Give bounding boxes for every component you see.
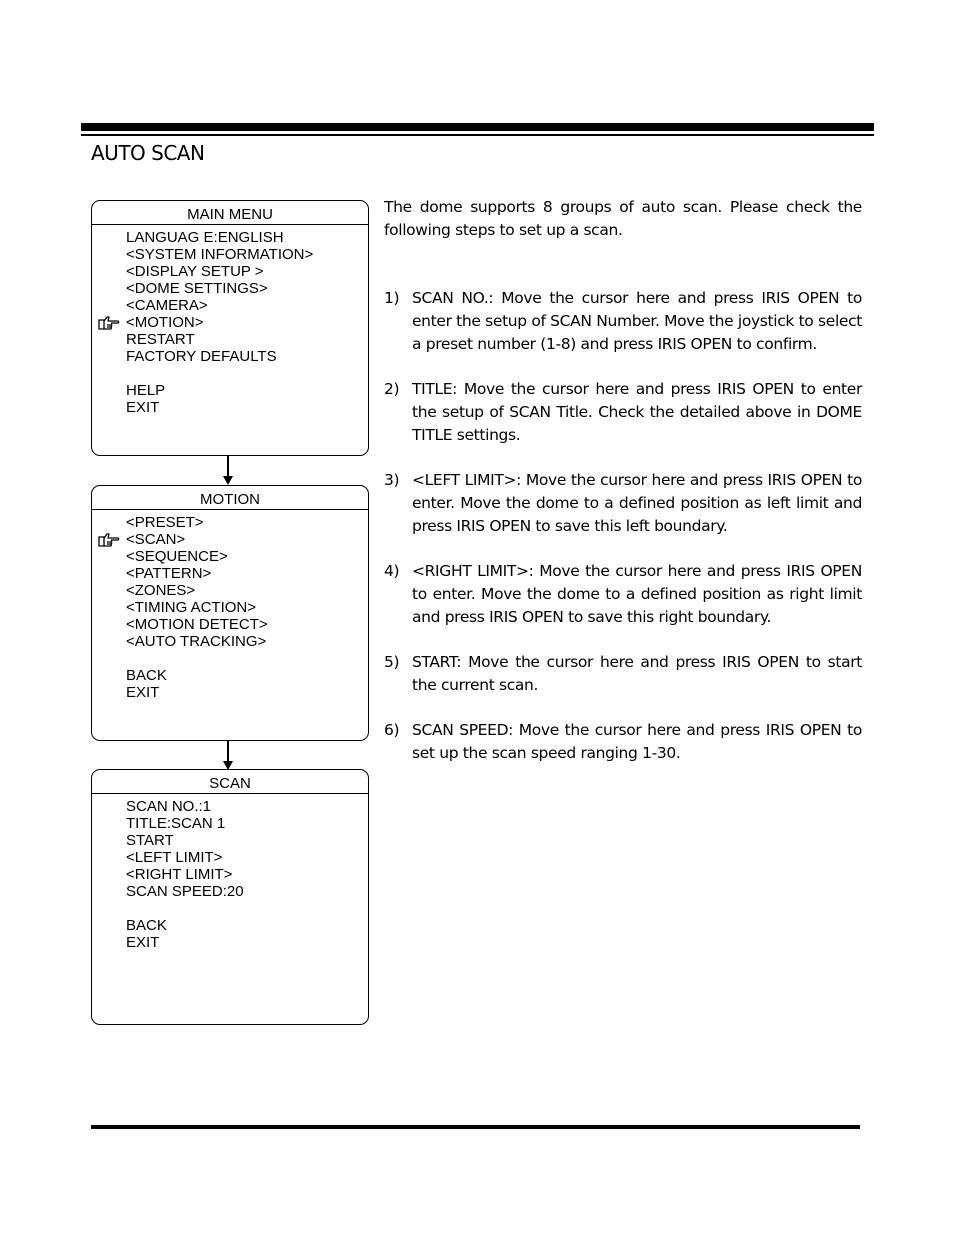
menu-item-label: <SYSTEM INFORMATION> <box>126 246 314 263</box>
menu-item-label: RESTART <box>126 331 195 348</box>
menu-item-label: START <box>126 832 174 849</box>
pointing-hand-icon <box>98 314 120 331</box>
step-item <box>384 651 862 697</box>
menu-item-label: <ZONES> <box>126 582 196 599</box>
menu-item-label: BACK <box>126 667 167 684</box>
menu-item[interactable] <box>126 832 368 849</box>
menu-item-label: <SEQUENCE> <box>126 548 228 565</box>
menu-item[interactable] <box>126 684 368 701</box>
menu-item-label: FACTORY DEFAULTS <box>126 348 277 365</box>
step-number: 2) <box>384 380 400 398</box>
menu-item[interactable] <box>126 934 368 951</box>
menu-item[interactable] <box>126 331 368 348</box>
menu-item[interactable] <box>126 883 368 900</box>
menu-item[interactable] <box>126 314 368 331</box>
menu-item[interactable] <box>126 531 368 548</box>
step-text: <LEFT LIMIT>: Move the cursor here and press IRIS OPEN to enter. Move the dome to a defined position as left limit and press IRIS OPEN to save this left boundary. <box>412 471 862 535</box>
steps-list <box>384 287 862 787</box>
menu-item-label: <TIMING ACTION> <box>126 599 257 616</box>
pointing-hand-icon <box>98 531 120 548</box>
step-item <box>384 287 862 356</box>
menu-item[interactable] <box>126 917 368 934</box>
menu-item[interactable] <box>126 815 368 832</box>
menu-item-label: BACK <box>126 917 167 934</box>
menu-item-label: EXIT <box>126 934 160 951</box>
menu-spacer <box>126 365 368 382</box>
menu-spacer <box>126 650 368 667</box>
scan-menu-items <box>92 794 368 951</box>
menu-item-label: <DOME SETTINGS> <box>126 280 268 297</box>
menu-item-label: <LEFT LIMIT> <box>126 849 223 866</box>
step-number: 1) <box>384 289 400 307</box>
menu-item[interactable] <box>126 297 368 314</box>
menu-item-label: SCAN SPEED:20 <box>126 883 244 900</box>
menu-item-label: <PATTERN> <box>126 565 212 582</box>
header-rule-thin <box>81 134 874 136</box>
menu-item-label: <PRESET> <box>126 514 204 531</box>
menu-item[interactable] <box>126 849 368 866</box>
step-item <box>384 469 862 538</box>
menu-item[interactable] <box>126 866 368 883</box>
motion-menu-box <box>91 485 369 741</box>
step-text: <RIGHT LIMIT>: Move the cursor here and press IRIS OPEN to enter. Move the dome to a defined position as right limit and press IRIS OPEN to save this right boundary. <box>412 562 862 626</box>
menu-item[interactable] <box>126 348 368 365</box>
menu-item-label: <RIGHT LIMIT> <box>126 866 233 883</box>
menu-item[interactable] <box>126 582 368 599</box>
scan-menu-box <box>91 769 369 1025</box>
arrow-down-icon <box>220 741 236 771</box>
step-number: 3) <box>384 471 400 489</box>
main-menu-title: MAIN MENU <box>92 201 368 225</box>
menu-item[interactable] <box>126 263 368 280</box>
step-item <box>384 719 862 765</box>
step-text: SCAN NO.: Move the cursor here and press IRIS OPEN to enter the setup of SCAN Number. Move the joystick to select a preset number (1-8) and press IRIS OPEN to confirm. <box>412 289 862 353</box>
motion-menu-title: MOTION <box>92 486 368 510</box>
step-text: TITLE: Move the cursor here and press IRIS OPEN to enter the setup of SCAN Title. Check the detailed above in DOME TITLE settings. <box>412 380 862 444</box>
menu-item[interactable] <box>126 633 368 650</box>
step-number: 5) <box>384 653 400 671</box>
section-title: AUTO SCAN <box>91 141 205 165</box>
motion-menu-items <box>92 510 368 701</box>
menu-item-label: LANGUAG E:ENGLISH <box>126 229 284 246</box>
step-text: SCAN SPEED: Move the cursor here and press IRIS OPEN to set up the scan speed ranging 1-30. <box>412 721 862 762</box>
menu-item-label: EXIT <box>126 399 160 416</box>
menu-item-label: EXIT <box>126 684 160 701</box>
main-menu-box <box>91 200 369 456</box>
step-item <box>384 560 862 629</box>
menu-item-label: <AUTO TRACKING> <box>126 633 267 650</box>
menu-item[interactable] <box>126 229 368 246</box>
menu-spacer <box>126 900 368 917</box>
menu-item[interactable] <box>126 382 368 399</box>
menu-item-label: <CAMERA> <box>126 297 208 314</box>
menu-item[interactable] <box>126 599 368 616</box>
menu-item[interactable] <box>126 280 368 297</box>
menu-item-label: HELP <box>126 382 166 399</box>
menu-item-label: TITLE:SCAN 1 <box>126 815 226 832</box>
menu-item[interactable] <box>126 616 368 633</box>
menu-item[interactable] <box>126 565 368 582</box>
step-item <box>384 378 862 447</box>
menu-item-label: <MOTION> <box>126 314 204 331</box>
menu-item[interactable] <box>126 399 368 416</box>
menu-item[interactable] <box>126 548 368 565</box>
step-text: START: Move the cursor here and press IRIS OPEN to start the current scan. <box>412 653 862 694</box>
arrow-down-icon <box>220 456 236 486</box>
intro-paragraph: The dome supports 8 groups of auto scan. Please check the following steps to set up a scan. <box>384 198 862 239</box>
menu-item[interactable] <box>126 514 368 531</box>
step-number: 6) <box>384 721 400 739</box>
scan-menu-title: SCAN <box>92 770 368 794</box>
menu-item-label: SCAN NO.:1 <box>126 798 212 815</box>
menu-item-label: <SCAN> <box>126 531 186 548</box>
menu-item[interactable] <box>126 798 368 815</box>
menu-item[interactable] <box>126 246 368 263</box>
menu-item-label: <DISPLAY SETUP > <box>126 263 264 280</box>
menu-item[interactable] <box>126 667 368 684</box>
menu-item-label: <MOTION DETECT> <box>126 616 268 633</box>
header-rule-thick <box>81 123 874 131</box>
step-number: 4) <box>384 562 400 580</box>
footer-rule <box>91 1125 860 1129</box>
main-menu-items <box>92 225 368 416</box>
